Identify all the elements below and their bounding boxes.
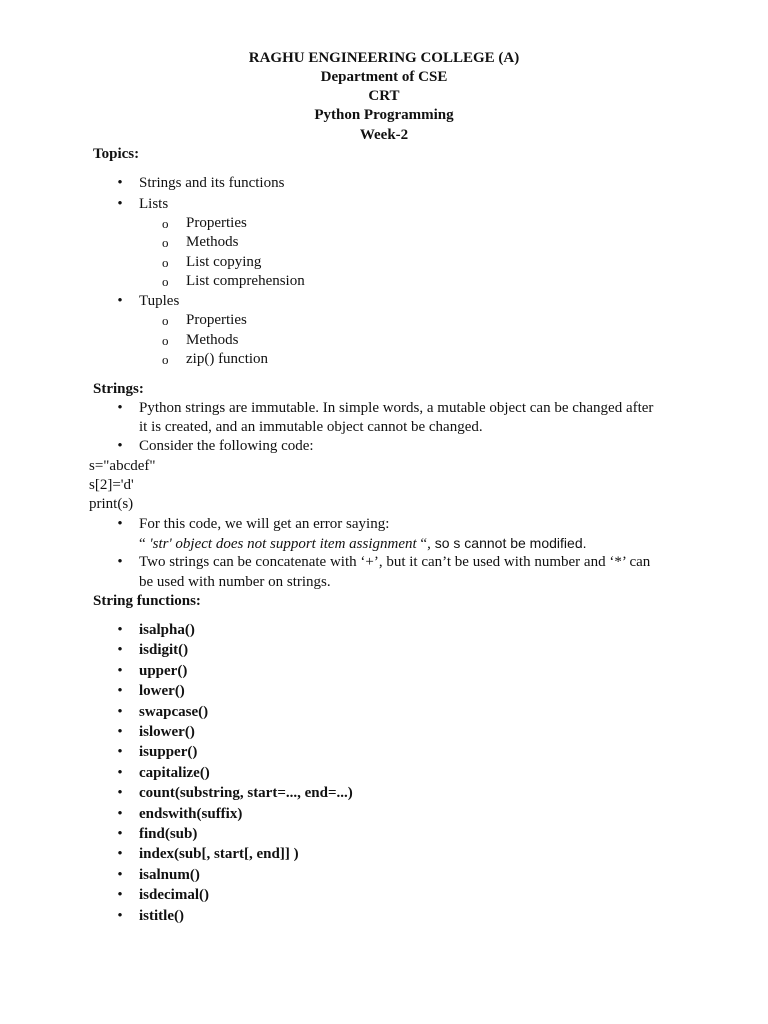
bullet-marker: • (117, 846, 123, 862)
topic-subitem: List comprehension (186, 273, 305, 289)
string-function-item: islower() (139, 724, 195, 740)
strings-point-text: Python strings are immutable. In simple words, a mutable object can be changed after (139, 400, 654, 416)
string-function-item: istitle() (139, 908, 184, 924)
bullet-marker: • (117, 867, 123, 883)
topic-subitem: List copying (186, 254, 262, 270)
bullet-marker: • (117, 663, 123, 679)
string-function-item: endswith(suffix) (139, 806, 243, 822)
topic-item: Lists (139, 196, 169, 212)
strings-heading: Strings: (93, 381, 144, 397)
code-line: s="abcdef" (89, 458, 156, 474)
string-function-item: isdecimal() (139, 887, 209, 903)
error-message: 'str' object does not support item assignment (149, 536, 417, 552)
bullet-marker: • (117, 516, 123, 532)
string-function-item: find(sub) (139, 826, 198, 842)
bullet-marker: • (117, 196, 123, 212)
code-line: s[2]='d' (89, 477, 134, 493)
code-line: print(s) (89, 496, 134, 512)
string-function-item: index(sub[, start[, end]] ) (139, 846, 299, 862)
string-function-item: isdigit() (139, 642, 189, 658)
error-tail: so s cannot be modified. (430, 535, 587, 551)
sub-marker: o (162, 313, 169, 328)
bullet-marker: • (117, 908, 123, 924)
string-function-item: lower() (139, 683, 185, 699)
bullet-marker: • (117, 785, 123, 801)
sub-marker: o (162, 235, 169, 250)
bullet-marker: • (117, 175, 123, 191)
string-functions-heading: String functions: (93, 593, 201, 609)
bullet-marker: • (117, 438, 123, 454)
bullet-marker: • (117, 683, 123, 699)
topic-subitem: Properties (186, 312, 247, 328)
bullet-marker: • (117, 806, 123, 822)
bullet-marker: • (117, 642, 123, 658)
program-name: CRT (368, 88, 400, 104)
bullet-marker: • (117, 724, 123, 740)
sub-marker: o (162, 333, 169, 348)
strings-point-text: Consider the following code: (139, 438, 314, 454)
strings-point-text: For this code, we will get an error saying: (139, 516, 390, 532)
strings-point-text: it is created, and an immutable object cannot be changed. (139, 419, 483, 435)
course-name: Python Programming (314, 107, 454, 123)
topic-subitem: zip() function (186, 351, 269, 367)
bullet-marker: • (117, 765, 123, 781)
error-message-line (139, 534, 587, 554)
string-function-item: count(substring, start=..., end=...) (139, 785, 353, 801)
error-quote-open: “ (139, 536, 150, 552)
sub-marker: o (162, 352, 169, 367)
sub-marker: o (162, 216, 169, 231)
college-name: RAGHU ENGINEERING COLLEGE (A) (248, 50, 520, 66)
topic-item: Strings and its functions (139, 175, 285, 191)
string-function-item: capitalize() (139, 765, 210, 781)
bullet-marker: • (117, 704, 123, 720)
strings-point-text: Two strings can be concatenate with ‘+’, but it can’t be used with number and ‘*’ can (139, 554, 651, 570)
string-function-item: upper() (139, 663, 188, 679)
topics-heading: Topics: (93, 146, 140, 162)
topic-subitem: Properties (186, 215, 247, 231)
bullet-marker: • (117, 826, 123, 842)
bullet-marker: • (117, 744, 123, 760)
error-quote-close: “, (416, 536, 431, 552)
string-function-item: swapcase() (139, 704, 209, 720)
string-function-item: isalpha() (139, 622, 195, 638)
topic-subitem: Methods (186, 234, 239, 250)
bullet-marker: • (117, 554, 123, 570)
sub-marker: o (162, 274, 169, 289)
bullet-marker: • (117, 400, 123, 416)
string-function-item: isalnum() (139, 867, 200, 883)
week-label: Week-2 (359, 127, 409, 143)
sub-marker: o (162, 255, 169, 270)
bullet-marker: • (117, 887, 123, 903)
topic-subitem: Methods (186, 332, 239, 348)
bullet-marker: • (117, 293, 123, 309)
topic-item: Tuples (139, 293, 180, 309)
bullet-marker: • (117, 622, 123, 638)
department-name: Department of CSE (320, 69, 448, 85)
string-function-item: isupper() (139, 744, 198, 760)
strings-point-text: be used with number on strings. (139, 574, 331, 590)
